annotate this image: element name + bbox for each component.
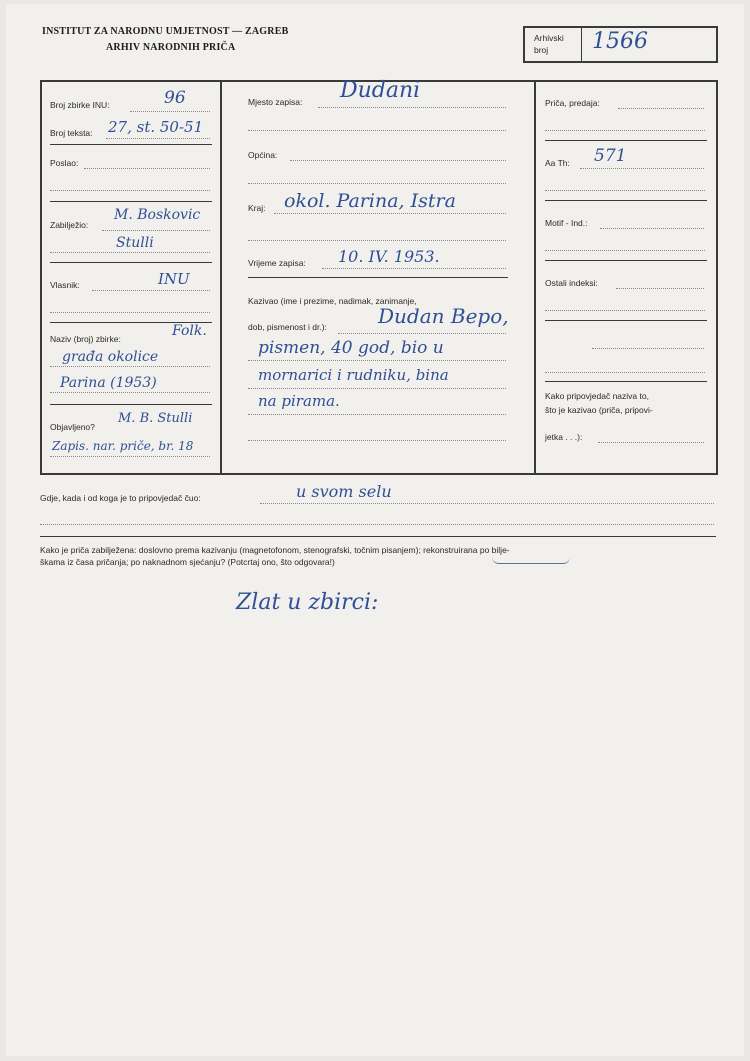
vrijeme-value: 10. IV. 1953. (338, 247, 440, 266)
kako-zab-line-2: škama iz časa pričanja; po naknadnom sjećanju? (Potcrtaj ono, što odgovara!) (40, 557, 335, 568)
kako-label-2: što je kazivao (priča, pripovi- (545, 405, 653, 415)
story-title: Zlat u zbirci: (236, 590, 379, 615)
dots (338, 333, 506, 334)
hline (50, 262, 212, 263)
objavljeno-value-2: Zapis. nar. priče, br. 18 (52, 439, 194, 453)
broj-zbirke-value: 96 (164, 88, 186, 108)
hline (545, 260, 707, 261)
zabiljezio-label: Zabilježio: (50, 220, 89, 230)
dots (616, 288, 704, 289)
zabiljezio-value-2: Stulli (116, 235, 154, 251)
kazivao-value-4: na pirama. (258, 392, 340, 410)
dots (290, 160, 506, 161)
dots (50, 456, 210, 457)
kako-zab-line-1: Kako je priča zabilježena: doslovno prema kazivanju (magnetofonom, stenografski, točnim pisanjem); rekonstruirana po bilje- (40, 545, 510, 555)
objavljeno-label: Objavljeno? (50, 422, 95, 432)
archive-box-divider (581, 26, 582, 61)
dots (545, 250, 705, 251)
archive-title: ARHIV NARODNIH PRIČA (106, 42, 236, 53)
kazivao-value-1: Dudan Bepo, (378, 304, 509, 328)
dots (545, 310, 705, 311)
dots (92, 290, 210, 291)
dots (106, 138, 210, 139)
dots (248, 440, 506, 441)
dots (248, 130, 506, 131)
left-column-divider (220, 80, 222, 473)
dots (130, 111, 210, 112)
kazivao-label-2: dob, pismenost i dr.): (248, 322, 327, 332)
dots (600, 228, 704, 229)
kako-label-1: Kako pripovjedač naziva to, (545, 391, 649, 401)
kazivao-label-1: Kazivao (ime i prezime, nadimak, zanimanje, (248, 296, 417, 306)
objavljeno-value-1: M. B. Stulli (118, 411, 193, 426)
kako-label-3: jetka . . .): (545, 432, 583, 442)
underline-mark (492, 557, 570, 564)
hline (50, 201, 212, 202)
gdje-label: Gdje, kada i od koga je to pripovjedač čuo: (40, 493, 201, 503)
aath-label: Aa Th: (545, 158, 570, 168)
hline (248, 277, 508, 278)
vlasnik-value: INU (158, 270, 190, 288)
hline (40, 536, 716, 537)
hline (545, 140, 707, 141)
dots (592, 348, 704, 349)
hline (50, 144, 212, 145)
prica-label: Priča, predaja: (545, 98, 600, 108)
dots (248, 183, 506, 184)
opcina-label: Općina: (248, 150, 278, 160)
kraj-value: okol. Parina, Istra (284, 190, 456, 212)
dots (50, 392, 210, 393)
ostali-label: Ostali indeksi: (545, 278, 598, 288)
broj-teksta-value: 27, st. 50-51 (108, 118, 204, 136)
dots (580, 168, 704, 169)
archive-label-1: Arhivski (534, 33, 564, 43)
naziv-label: Naziv (broj) zbirke: (50, 334, 121, 344)
gdje-value: u svom selu (296, 482, 392, 501)
dots (322, 268, 506, 269)
dots (545, 190, 705, 191)
hline (545, 320, 707, 321)
vrijeme-label: Vrijeme zapisa: (248, 258, 306, 268)
hline (50, 404, 212, 405)
dots (248, 388, 506, 389)
dots (50, 366, 210, 367)
hline (545, 381, 707, 382)
kraj-label: Kraj: (248, 203, 266, 213)
archive-number-value: 1566 (592, 29, 648, 54)
dots (248, 240, 506, 241)
dots (40, 524, 714, 525)
right-column-divider (534, 80, 536, 473)
mjesto-label: Mjesto zapisa: (248, 97, 303, 107)
naziv-value-1: Folk. (172, 323, 207, 339)
kako-zabiljezena-text (40, 544, 716, 569)
dots (50, 312, 210, 313)
motif-label: Motif - Ind.: (545, 218, 588, 228)
dots (545, 372, 705, 373)
dots (102, 230, 210, 231)
dots (50, 190, 210, 191)
hline (545, 200, 707, 201)
broj-zbirke-label: Broj zbirke INU: (50, 100, 110, 110)
kazivao-value-2: pismen, 40 god, bio u (258, 338, 444, 358)
dots (260, 503, 714, 504)
zabiljezio-value-1: M. Boskovic (114, 207, 201, 223)
kazivao-value-3: mornarici i rudniku, bina (258, 366, 449, 384)
dots (545, 130, 705, 131)
broj-teksta-label: Broj teksta: (50, 128, 93, 138)
vlasnik-label: Vlasnik: (50, 280, 80, 290)
dots (598, 442, 704, 443)
dots (84, 168, 210, 169)
institute-title: INSTITUT ZA NARODNU UMJETNOST — ZAGREB (42, 26, 289, 37)
aath-value: 571 (594, 146, 627, 166)
naziv-value-3: Parina (1953) (60, 375, 157, 391)
dots (248, 360, 506, 361)
dots (618, 108, 704, 109)
dots (248, 414, 506, 415)
poslao-label: Poslao: (50, 158, 79, 168)
mjesto-value: Dudani (340, 78, 421, 103)
archive-label-2: broj (534, 45, 549, 55)
dots (274, 213, 506, 214)
dots (318, 107, 506, 108)
dots (50, 252, 210, 253)
naziv-value-2: građa okolice (62, 349, 159, 365)
